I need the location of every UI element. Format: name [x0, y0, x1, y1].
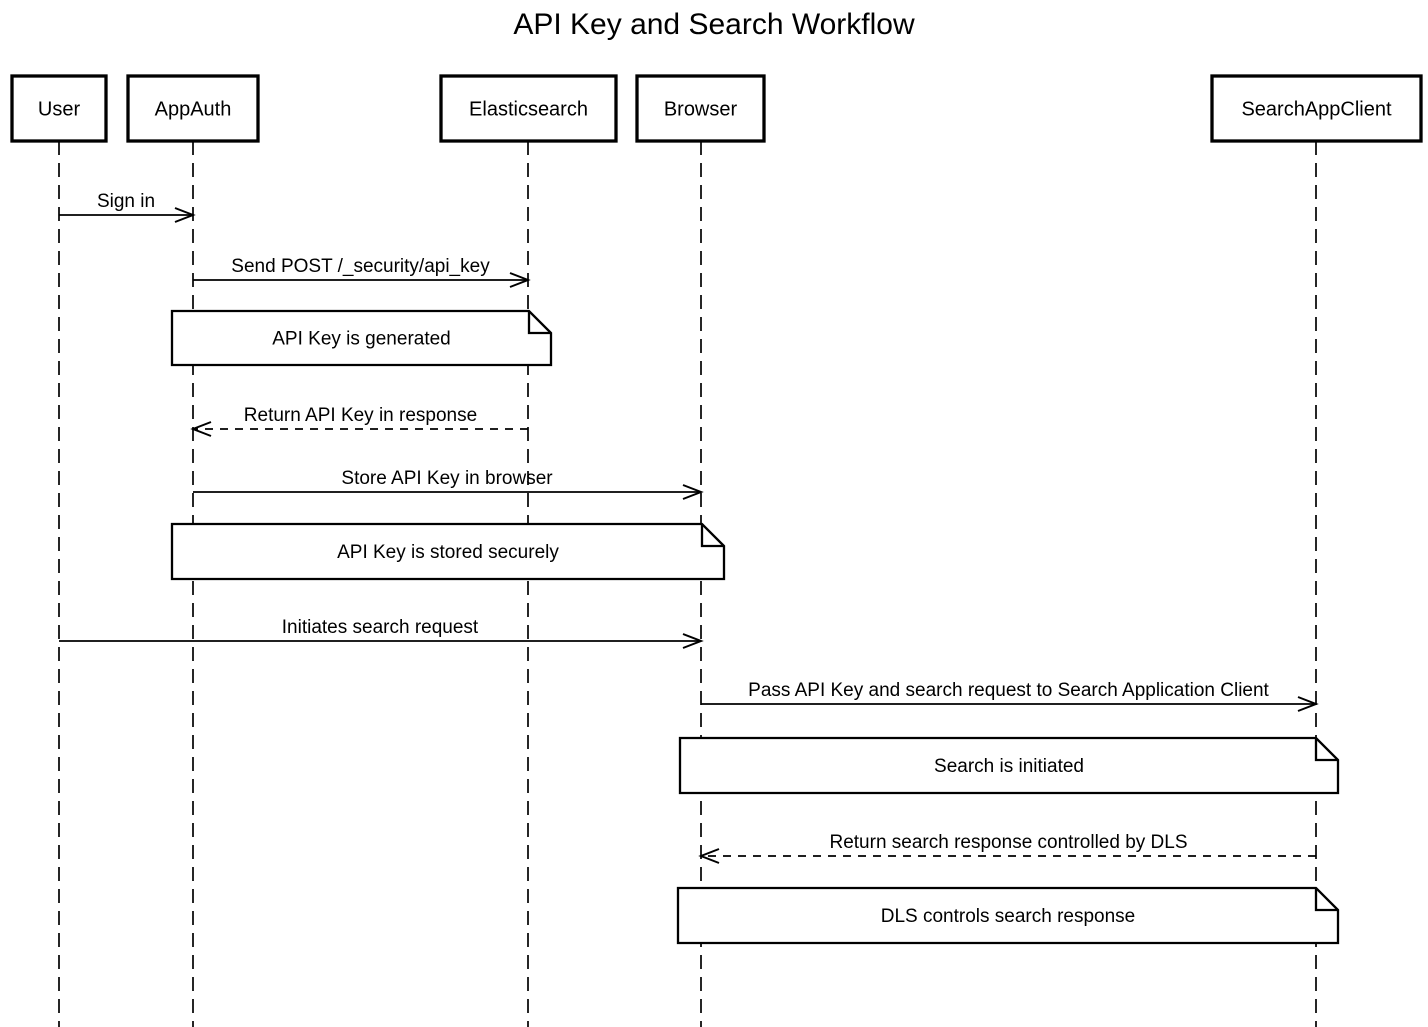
- participant-label-user: User: [37, 98, 81, 121]
- message-label: Sign in: [96, 191, 156, 212]
- participant-label-searchappclient: SearchAppClient: [1241, 98, 1392, 121]
- message-label: Store API Key in browser: [341, 468, 553, 489]
- note-label: API Key is stored securely: [337, 542, 559, 563]
- message-label: Return search response controlled by DLS: [829, 832, 1188, 853]
- participant-label-browser: Browser: [663, 98, 738, 121]
- note-label: Search is initiated: [934, 756, 1084, 777]
- message-label: Return API Key in response: [243, 405, 478, 426]
- note-label: DLS controls search response: [880, 906, 1136, 927]
- message-label: Pass API Key and search request to Search Application Client: [748, 680, 1269, 701]
- participant-label-appauth: AppAuth: [154, 98, 232, 121]
- participant-label-elasticsearch: Elasticsearch: [469, 98, 588, 121]
- message-label: Initiates search request: [281, 617, 479, 638]
- note-label: API Key is generated: [272, 328, 451, 350]
- message-label: Send POST /_security/api_key: [231, 256, 490, 277]
- diagram-title: API Key and Search Workflow: [513, 8, 915, 41]
